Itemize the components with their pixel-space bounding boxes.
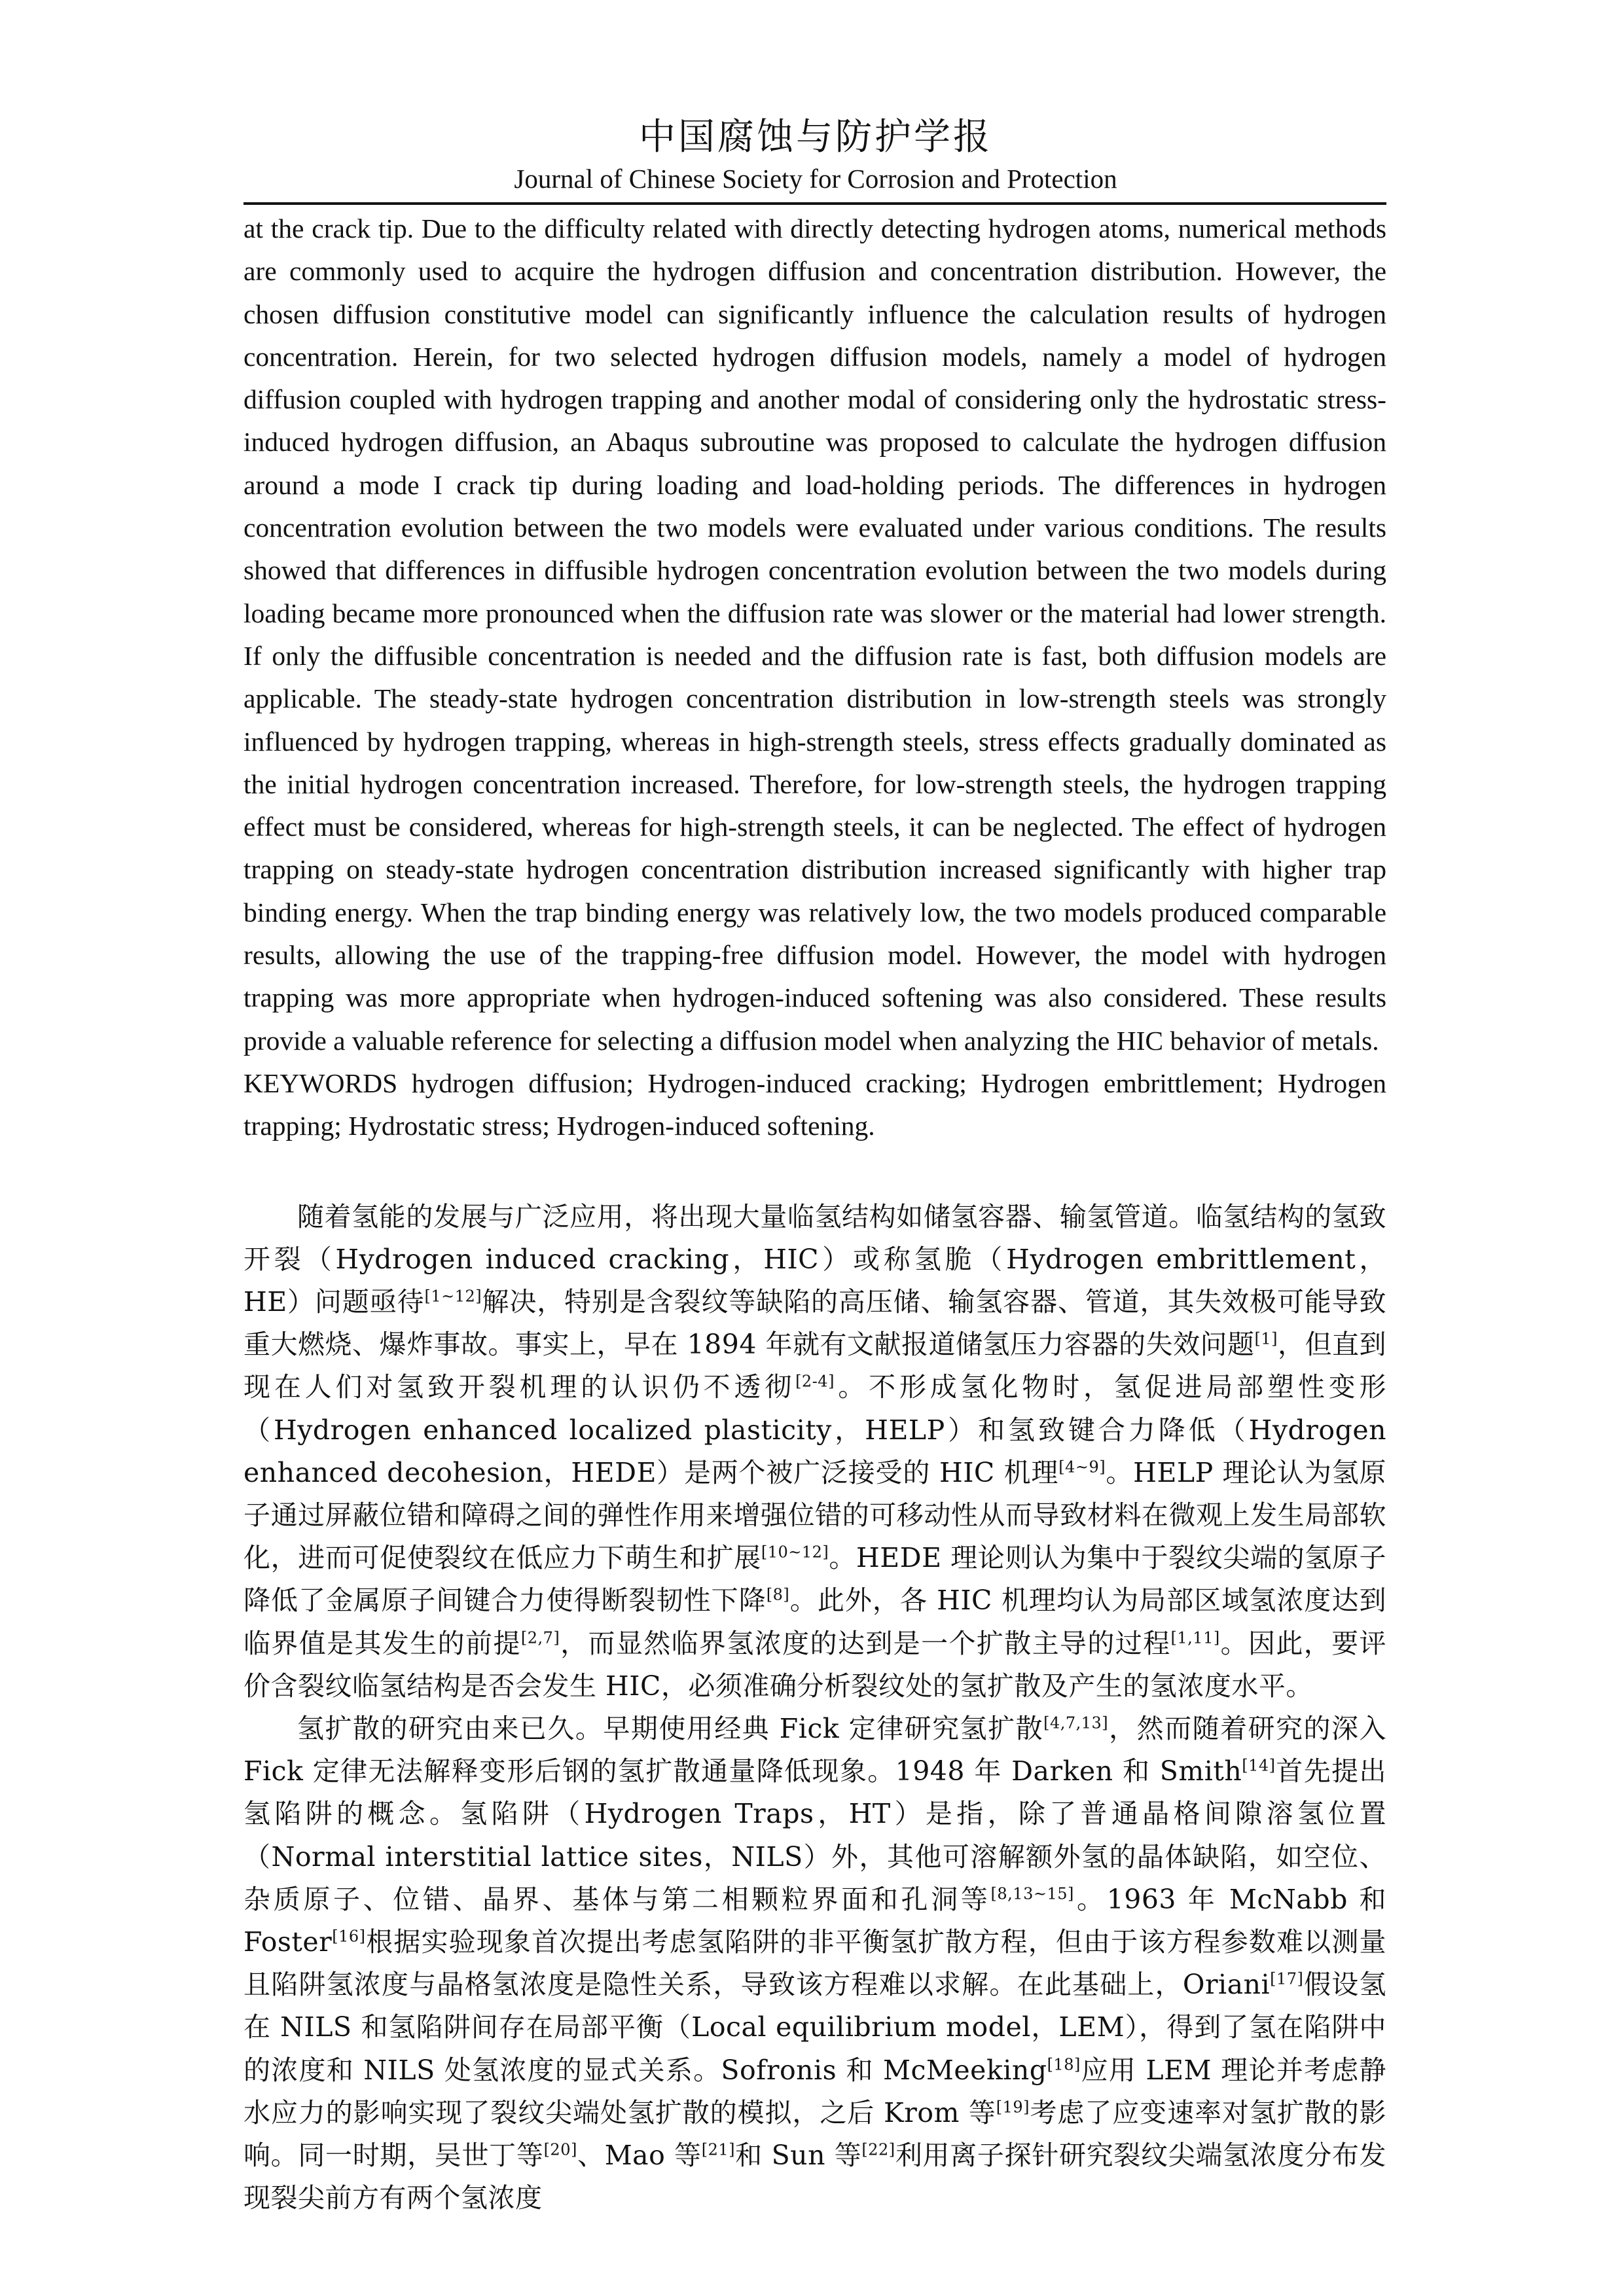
paragraph-text: 考虑了应变速率对氢扩散的影响。同一时期，吴世丁等 [244, 2096, 1387, 2171]
paragraph-text: 应用 LEM 理论并考虑静水应力的影响实现了裂纹尖端处氢扩散的模拟，之后 Krom 等 [244, 2054, 1386, 2128]
abstract-text: at the crack tip. Due to the difficulty related with directly detecting hydrogen atoms, numerical methods are commonly used to acquire the hydrogen diffusion and concentration distribution. However, the chosen diffusion constitutive model can significantly influence the calculation results of hydrogen concentration. Herein, for two selected hydrogen diffusion models, namely a model of hydrogen diffusion coupled with hydrogen trapping and another modal of considering only the hydrostatic stress-induced hydrogen diffusion, an Abaqus subroutine was proposed to calculate the hydrogen diffusion around a mode I crack tip during loading and load-holding periods. The differences in hydrogen concentration evolution between the two models were evaluated under various conditions. The results showed that differences in diffusible hydrogen concentration evolution between the two models during loading became more pronounced when the diffusion rate was slower or the material had lower strength. If only the diffusible concentration is needed and the diffusion rate is fast, both diffusion models are applicable. The steady-state hydrogen concentration distribution in low-strength steels was strongly influenced by hydrogen trapping, whereas in high-strength steels, stress effects gradually dominated as the initial hydrogen concentration increased. Therefore, for low-strength steels, the hydrogen trapping effect must be considered, whereas for high-strength steels, it can be neglected. The effect of hydrogen trapping on steady-state hydrogen concentration distribution increased significantly with higher trap binding energy. When the trap binding energy was relatively low, the two models produced comparable results, allowing the use of the trapping-free diffusion model. However, the model with hydrogen trapping was more appropriate when hydrogen-induced softening was also considered. These results provide a valuable reference for selecting a diffusion model when analyzing the HIC behavior of metals. [244, 213, 1386, 1056]
section-gap [244, 1148, 1386, 1196]
paragraph-text: 氢扩散的研究由来已久。早期使用经典 Fick 定律研究氢扩散 [297, 1712, 1044, 1744]
paragraph-text: 。HELP 理论认为氢原子通过屏蔽位错和障碍之间的弹性作用来增强位错的可移动性从而导致材料在微观上发生局部软化，进而可促使裂纹在低应力下萌生和扩展 [244, 1456, 1386, 1574]
citation: [16] [332, 1927, 366, 1946]
journal-title-en: Journal of Chinese Society for Corrosion and Protection [514, 164, 1117, 194]
paragraph-text: 。HEDE 理论则认为集中于裂纹尖端的氢原子降低了金属原子间键合力使得断裂韧性下降 [244, 1542, 1386, 1617]
paragraph-text: 假设氢在 NILS 和氢陷阱间存在局部平衡（Local equilibrium model，LEM），得到了氢在陷阱中的浓度和 NILS 处氢浓度的显式关系。Sofronis 和 McMeeking [244, 1969, 1386, 2086]
citation: [17] [1270, 1969, 1304, 1988]
header-divider [244, 202, 1386, 205]
journal-header [244, 115, 1388, 196]
paragraph-text: 首先提出氢陷阱的概念。氢陷阱（Hydrogen Traps，HT）是指，除了普通晶格间隙溶氢位置（Normal interstitial lattice sites，NILS）外，其他可溶解额外氢的晶体缺陷，如空位、杂质原子、位错、晶界、基体与第二相颗粒界面和孔洞等 [244, 1755, 1386, 1915]
citation: [1,11] [1170, 1628, 1220, 1647]
citation: [1~12] [424, 1287, 482, 1306]
paragraph-text: 利用离子探针研究裂纹尖端氢浓度分布发现裂尖前方有两个氢浓度 [244, 2140, 1387, 2214]
paragraph-text: ，然而随着研究的深入 Fick 定律无法解释变形后钢的氢扩散通量降低现象。1948 年 Darken 和 Smith [244, 1712, 1387, 1787]
citation: [10~12] [761, 1543, 829, 1562]
citation: [14] [1242, 1756, 1276, 1775]
citation: [2,7] [520, 1628, 560, 1647]
paragraph-text: ，但直到现在人们对氢致开裂机理的认识仍不透彻 [244, 1329, 1387, 1403]
paragraph-text: 。1963 年 McNabb 和 Foster [244, 1883, 1387, 1958]
citation: [2-4] [795, 1372, 835, 1391]
citation: [22] [861, 2140, 895, 2159]
paragraph-text: 。此外，各 HIC 机理均认为局部区域氢浓度达到临界值是其发生的前提 [244, 1585, 1386, 1659]
paragraph-text: 随着氢能的发展与广泛应用，将出现大量临氢结构如储氢容器、输氢管道。临氢结构的氢致开裂（Hydrogen induced cracking，HIC）或称氢脆（Hydrogen embrittlement，HE）问题亟待 [244, 1200, 1386, 1318]
citation: [18] [1047, 2054, 1081, 2073]
paragraph-text: 和 Sun 等 [734, 2140, 862, 2171]
paragraph-text: 根据实验现象首次提出考虑氢陷阱的非平衡氢扩散方程，但由于该方程参数难以测量且陷阱氢浓度与晶格氢浓度是隐性关系，导致该方程难以求解。在此基础上，Oriani [244, 1926, 1386, 2001]
citation: [4~9] [1058, 1458, 1106, 1477]
intro-paragraph-2 [244, 1708, 1386, 2219]
citation: [8,13~15] [990, 1884, 1074, 1903]
intro-paragraph-1 [244, 1196, 1386, 1708]
paragraph-text: 。不形成氢化物时，氢促进局部塑性变形（Hydrogen enhanced localized plasticity，HELP）和氢致键合力降低（Hydrogen enhanced decohesion，HEDE）是两个被广泛接受的 HIC 机理 [244, 1371, 1386, 1488]
paragraph-text: 。因此，要评价含裂纹临氢结构是否会发生 HIC，必须准确分析裂纹处的氢扩散及产生的氢浓度水平。 [244, 1627, 1387, 1702]
citation: [8] [766, 1585, 790, 1604]
citation: [1] [1254, 1329, 1278, 1348]
citation: [19] [996, 2098, 1030, 2117]
keywords-line: KEYWORDS hydrogen diffusion; Hydrogen-induced cracking; Hydrogen embrittlement; Hydrogen trapping; Hydrostatic stress; Hydrogen-induced softening. [244, 1067, 1386, 1141]
citation: [20] [543, 2140, 577, 2159]
paragraph-text: 、Mao 等 [577, 2140, 702, 2171]
article-body [244, 207, 1386, 2219]
journal-title-cn: 中国腐蚀与防护学报 [639, 116, 992, 158]
citation: [4,7,13] [1043, 1713, 1109, 1732]
citation: [21] [701, 2140, 735, 2159]
paragraph-text: 解决，特别是含裂纹等缺陷的高压储、输氢容器、管道，其失效极可能导致重大燃烧、爆炸事故。事实上，早在 1894 年就有文献报道储氢压力容器的失效问题 [244, 1285, 1387, 1361]
paragraph-text: ，而显然临界氢浓度的达到是一个扩散主导的过程 [560, 1627, 1171, 1659]
